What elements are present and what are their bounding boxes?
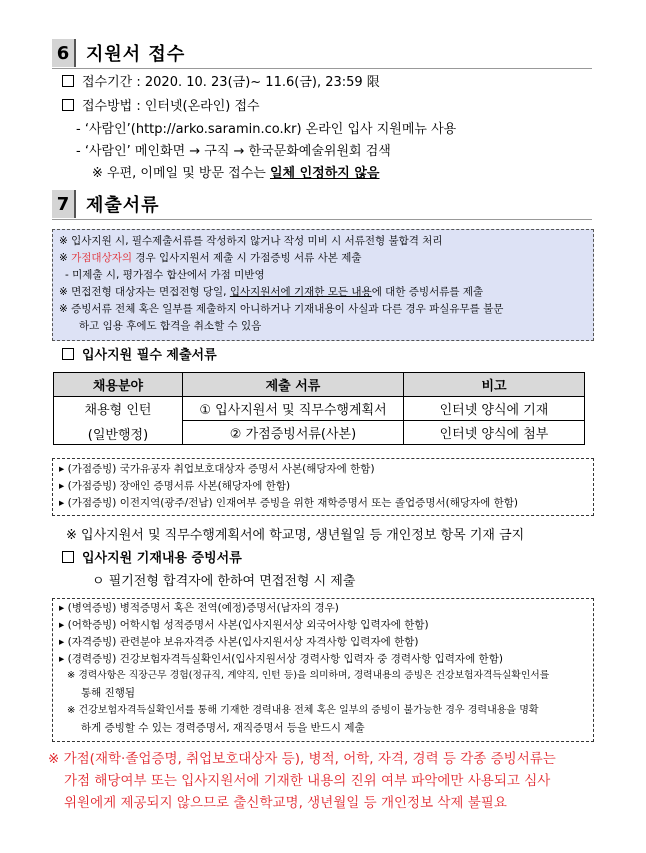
doc-cell: ① 입사지원서 및 직무수행계획서 bbox=[183, 397, 404, 421]
notice-line: ※ 증빙서류 전체 혹은 일부를 제출하지 아니하거나 기재내용이 사실과 다른 경우 파실유무를 불문 bbox=[59, 303, 504, 315]
field-line: 채용형 인턴 bbox=[84, 402, 152, 418]
proof-docs-box bbox=[52, 598, 594, 742]
notice-line: - 미제출 시, 평가점수 합산에서 가점 미반영 bbox=[65, 269, 265, 281]
checkbox-icon bbox=[62, 348, 74, 360]
bonus-docs-box bbox=[52, 458, 594, 516]
required-docs-title: 입사지원 필수 제출서류 bbox=[62, 347, 217, 365]
list-item: ▸ (병역증빙) 병적증명서 혹은 전역(예정)증명서(남자의 경우) bbox=[59, 602, 339, 614]
section-7-header bbox=[52, 189, 160, 219]
method-text: 접수방법 : 인터넷(온라인) 접수 bbox=[82, 99, 260, 114]
proof-docs-title: 입사지원 기재내용 증빙서류 bbox=[62, 550, 242, 568]
method-note bbox=[92, 165, 380, 183]
list-item: ▸ (경력증빙) 건강보험자격득실확인서(입사지원서상 경력사항 입력자 중 경력사항 입력자에 한함) bbox=[59, 653, 503, 665]
method-line-2: - ‘사람인’ 메인화면 → 구직 → 한국문화예술위원회 검색 bbox=[76, 144, 391, 159]
notice-line: ※ 가점대상자의 경우 입사지원서 제출 시 가점증빙 서류 사본 제출 bbox=[59, 252, 362, 264]
required-docs-table bbox=[53, 372, 585, 445]
table-header: 제출 서류 bbox=[183, 373, 404, 397]
table-row bbox=[54, 397, 585, 421]
notice-line: ※ 입사지원 시, 필수제출서류를 작성하지 않거나 작성 미비 시 서류전형 불합격 처리 bbox=[59, 235, 443, 247]
doc-cell: ② 가점증빙서류(사본) bbox=[183, 421, 404, 445]
section-divider bbox=[52, 68, 592, 69]
table-header-row bbox=[54, 373, 585, 397]
list-item: ▸ (가점증빙) 국가유공자 취업보호대상자 증명서 사본(해당자에 한함) bbox=[59, 463, 375, 475]
section-number: 7 bbox=[52, 190, 76, 218]
underlined-text: 입사지원서에 기재한 모든 내용 bbox=[229, 286, 372, 298]
section-divider bbox=[52, 219, 592, 220]
footnote-line: 위원에게 제공되지 않으므로 출신학교명, 생년월일 등 개인정보 삭제 불필요 bbox=[64, 795, 507, 811]
checkbox-icon bbox=[62, 99, 74, 111]
list-item: ▸ (가점증빙) 이전지역(광주/전남) 인재여부 증빙을 위한 재학증명서 또는 졸업증명서(해당자에 한함) bbox=[59, 497, 519, 509]
note-prefix: ※ 우편, 이메일 및 방문 접수는 bbox=[92, 166, 270, 181]
field-cell bbox=[54, 397, 183, 445]
notice-line: 하고 임용 후에도 합격을 취소할 수 있음 bbox=[79, 320, 262, 332]
highlight-text: 가점대상자의 bbox=[71, 252, 132, 264]
list-note: ※ 경력사항은 직장근무 경험(정규직, 계약직, 인턴 등)을 의미하며, 경력내용의 증빙은 건강보험자격득실확인서를 bbox=[67, 670, 550, 681]
note-cell: 인터넷 양식에 기재 bbox=[404, 397, 585, 421]
footnote-line: 가점 해당여부 또는 입사지원서에 기재한 내용의 진위 여부 파악에만 사용되고 심사 bbox=[64, 773, 551, 789]
table-header: 비고 bbox=[404, 373, 585, 397]
note-cell: 인터넷 양식에 첨부 bbox=[404, 421, 585, 445]
list-note: 통해 진행됨 bbox=[81, 687, 136, 699]
method-row bbox=[62, 98, 260, 116]
checkbox-icon bbox=[62, 551, 74, 563]
note-emphasis: 일체 인정하지 않음 bbox=[269, 166, 380, 181]
footnote-line: ※ 가점(재학·졸업증명, 취업보호대상자 등), 병적, 어학, 자격, 경력 등 각종 증빙서류는 bbox=[48, 751, 556, 767]
list-item: ▸ (어학증빙) 어학시험 성적증명서 사본(입사지원서상 외국어사항 입력자에 한함) bbox=[59, 619, 429, 631]
checkbox-icon bbox=[62, 75, 74, 87]
field-line: (일반행정) bbox=[87, 427, 149, 443]
list-note: ※ 건강보험자격득실확인서를 통해 기재한 경력내용 전체 혹은 일부의 증빙이 불가능한 경우 경력내용을 명확 bbox=[67, 705, 539, 716]
red-footnote bbox=[48, 748, 604, 814]
method-line-1: - ‘사람인’(http://arko.saramin.co.kr) 온라인 입사 지원메뉴 사용 bbox=[76, 122, 457, 137]
proof-docs-sub: ㅇ 필기전형 합격자에 한하여 면접전형 시 제출 bbox=[92, 574, 356, 589]
list-item: ▸ (가점증빙) 장애인 증명서류 사본(해당자에 한함) bbox=[59, 480, 291, 492]
list-note: 하게 증빙할 수 있는 경력증명서, 재직증명서 등을 반드시 제출 bbox=[81, 722, 365, 734]
privacy-warning: ※ 입사지원서 및 직무수행계획서에 학교명, 생년월일 등 개인정보 항목 기재 금지 bbox=[66, 528, 525, 543]
section-6-header bbox=[52, 38, 185, 68]
list-item: ▸ (자격증빙) 관련분야 보유자격증 사본(입사지원서상 자격사항 입력자에 한함) bbox=[59, 636, 419, 648]
section-title: 제출서류 bbox=[86, 195, 160, 216]
period-text: 접수기간 : 2020. 10. 23(금)~ 11.6(금), 23:59 限 bbox=[82, 75, 380, 90]
section-number: 6 bbox=[52, 39, 76, 67]
section-title: 지원서 접수 bbox=[86, 44, 186, 65]
table-header: 채용분야 bbox=[54, 373, 183, 397]
notice-line: ※ 면접전형 대상자는 면접전형 당일, 입사지원서에 기재한 모든 내용에 대한 증빙서류를 제출 bbox=[59, 286, 484, 298]
period-row bbox=[62, 74, 380, 92]
notice-box bbox=[52, 229, 594, 341]
